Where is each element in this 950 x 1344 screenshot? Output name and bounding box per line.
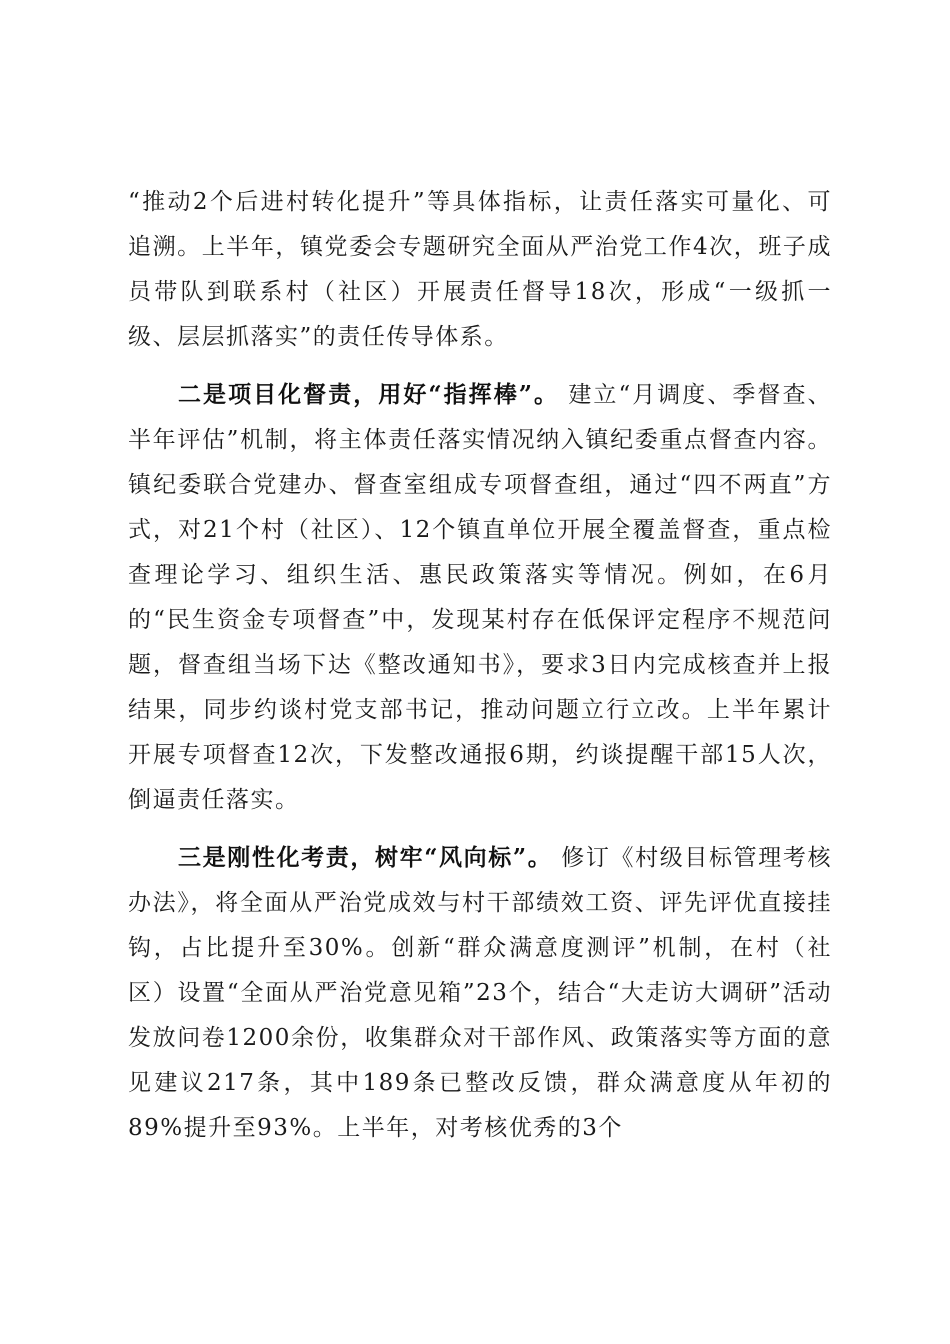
document-body bbox=[128, 180, 832, 1151]
paragraph-heading: 三是刚性化考责，树牢“风向标”。 bbox=[178, 844, 553, 871]
paragraph-supervision bbox=[128, 372, 832, 823]
paragraph-continuation bbox=[128, 180, 832, 360]
paragraph-heading: 二是项目化督责，用好“指挥棒”。 bbox=[178, 381, 560, 408]
paragraph-text: 修订《村级目标管理考核办法》，将全面从严治党成效与村干部绩效工资、评先评优直接挂钩，占比提升至30%。创新“群众满意度测评”机制，在村（社区）设置“全面从严治党意见箱”23个，结合“大走访大调研”活动发放问卷1200余份，收集群众对干部作风、政策落实等方面的意见建议217条，其中189条已整改反馈，群众满意度从年初的89%提升至93%。上半年，对考核优秀的3个 bbox=[128, 845, 832, 1141]
paragraph-text: “推动2个后进村转化提升”等具体指标，让责任落实可量化、可追溯。上半年，镇党委会专题研究全面从严治党工作4次，班子成员带队到联系村（社区）开展责任督导18次，形成“一级抓一级、层层抓落实”的责任传导体系。 bbox=[128, 189, 832, 350]
paragraph-text: 建立“月调度、季督查、半年评估”机制，将主体责任落实情况纳入镇纪委重点督查内容。镇纪委联合党建办、督查室组成专项督查组，通过“四不两直”方式，对21个村（社区）、12个镇直单位开展全覆盖督查，重点检查理论学习、组织生活、惠民政策落实等情况。例如，在6月的“民生资金专项督查”中，发现某村存在低保评定程序不规范问题，督查组当场下达《整改通知书》，要求3日内完成核查并上报结果，同步约谈村党支部书记，推动问题立行立改。上半年累计开展专项督查12次，下发整改通报6期，约谈提醒干部15人次，倒逼责任落实。 bbox=[128, 382, 832, 813]
paragraph-assessment bbox=[128, 835, 832, 1151]
